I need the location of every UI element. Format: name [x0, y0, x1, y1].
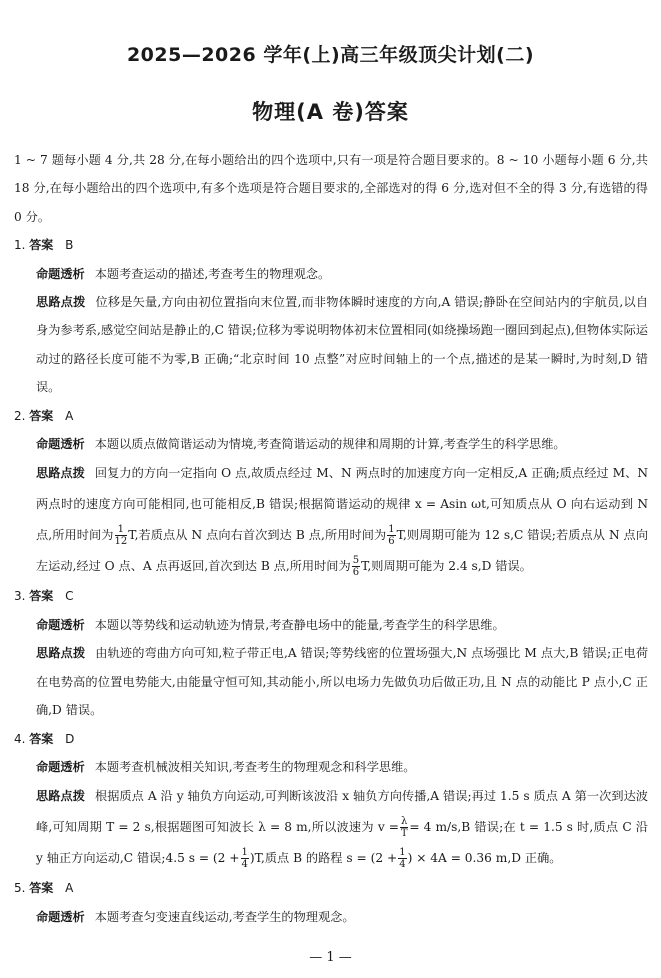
- question-1-header: 1. 答案 B: [14, 238, 74, 253]
- question-2-header: 2. 答案 A: [14, 408, 74, 423]
- page-number: — 1 —: [309, 950, 352, 965]
- fraction: $\frac{5}{6}$: [352, 555, 360, 579]
- answer-body: [14, 146, 648, 931]
- question-5-analysis: 命题透析 本题考查匀变速直线运动,考查学生的物理观念。: [36, 909, 355, 924]
- scoring-intro: 1 ~ 7 题每小题 4 分,共 28 分,在每小题给出的四个选项中,只有一项是符合题目要求的。8 ~ 10 小题每小题 6 分,共 18 分,在每小题给出的四个选项中,有多个选项是符合题目要求的,全部选对的得 6 分,选对但不全的得 3 分,有选错的得 0 分。: [14, 153, 648, 224]
- question-4-answer: D: [65, 731, 75, 746]
- fraction: $\frac{1}{6}$: [388, 524, 395, 548]
- question-2-analysis: 命题透析 本题以质点做简谐运动为情境,考查简谐运动的规律和周期的计算,考查学生的科学思维。: [36, 437, 566, 452]
- question-3-answer: C: [65, 589, 74, 604]
- fraction: $\frac{1}{12}$: [114, 524, 128, 548]
- question-4-hint: 思路点拨 根据质点 A 沿 y 轴负方向运动,可判断该波沿 x 轴负方向传播,A 错误;再过 1.5 s 质点 A 第一次到达波峰,可知周期 T = 2 s,根据题图可知波长 λ = 8 m,所以波速为 v = $\frac{\lambda}{T}$ = 4 m/s,B 错误;在 t = 1.5 s 时,质点 C 沿 y 轴正方向运动,C 错误;4.5 s = (2 + $\frac{1}{4}$ )T,质点 B 的路程 s = (2 + $\frac{1}{4}$ ) × 4A = 0.36 m,D 正确。: [36, 789, 648, 871]
- question-3-header: 3. 答案 C: [14, 589, 74, 604]
- question-4-analysis: 命题透析 本题考查机械波相关知识,考查考生的物理观念和科学思维。: [36, 759, 416, 774]
- question-2-hint: 思路点拨 回复力的方向一定指向 O 点,故质点经过 M、N 两点时的加速度方向一定相反,A 正确;质点经过 M、N 两点时的速度方向可能相同,也可能相反,B 错误;根据简谐运动的规律 x = Asin ωt,可知质点从 O 向右运动到 N 点,所用时间为 $\frac{1}{12}$ T,若质点从 N 点向右首次到达 B 点,所用时间为 $\frac{1}{6}$ T,则周期可能为 12 s,C 错误;若质点从 N 点向左运动,经过 O 点、A 点再返回,首次到达 B 点,所用时间为 $\frac{5}{6}$ T,则周期可能为 2.4 s,D 错误。: [36, 466, 649, 579]
- fraction: $\frac{1}{4}$: [399, 847, 406, 871]
- question-1-hint: 思路点拨 位移是矢量,方向由初位置指向末位置,而非物体瞬时速度的方向,A 错误;静卧在空间站内的宇航员,以自身为参考系,感觉空间站是静止的,C 错误;位移为零说明物体初末位置相同(如绕操场跑一圈回到起点),但物体实际运动过的路径长度可能不为零,B 正确;“北京时间 10 点整”对应时间轴上的一个点,描述的是某一瞬时,为时刻,D 错误。: [36, 295, 649, 395]
- question-1-analysis: 命题透析 本题考查运动的描述,考查考生的物理观念。: [36, 266, 331, 281]
- question-5-header: 5. 答案 A: [14, 881, 74, 896]
- fraction: $\frac{\lambda}{T}$: [400, 816, 408, 840]
- question-3-analysis: 命题透析 本题以等势线和运动轨迹为情景,考查静电场中的能量,考查学生的科学思维。: [36, 617, 505, 632]
- question-5-answer: A: [65, 881, 74, 896]
- answer-title: 物理(A 卷)答案: [252, 100, 409, 124]
- fraction: $\frac{1}{4}$: [241, 847, 248, 871]
- question-3-hint: 思路点拨 由轨迹的弯曲方向可知,粒子带正电,A 错误;等势线密的位置场强大,N 点场强比 M 点大,B 错误;正电荷在电势高的位置电势能大,由能量守恒可知,其动能小,所以电场力先做负功后做正功,且 N 点的动能比 P 点小,C 正确,D 错误。: [36, 646, 649, 718]
- question-4-header: 4. 答案 D: [14, 731, 75, 746]
- exam-title: 2025—2026 学年(上)高三年级顶尖计划(二): [126, 44, 535, 66]
- question-2-answer: A: [65, 408, 74, 423]
- question-1-answer: B: [65, 238, 74, 253]
